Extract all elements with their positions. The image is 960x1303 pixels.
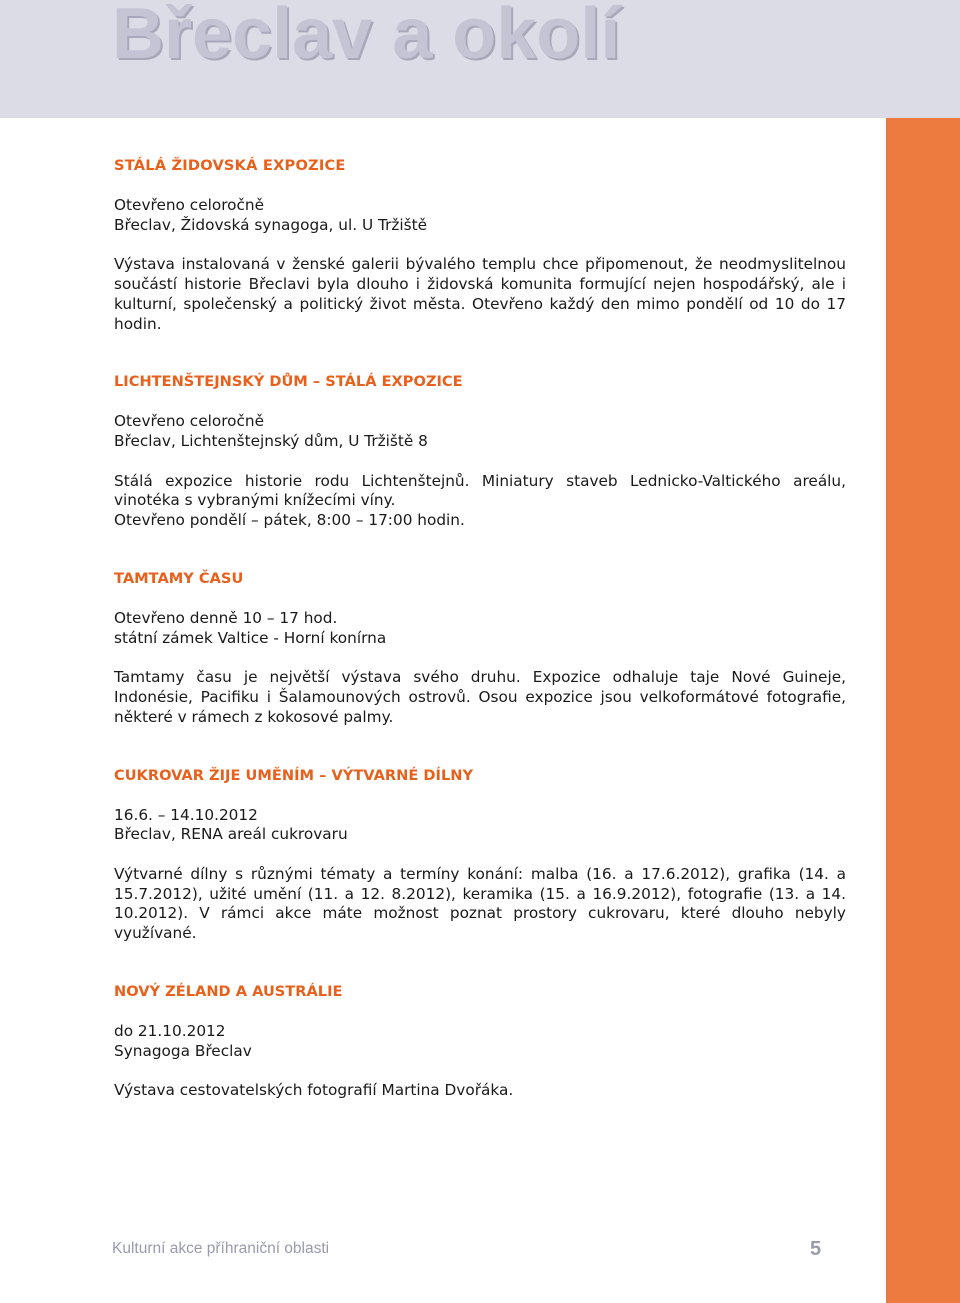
section-description: Výstava cestovatelských fotografií Martina Dvořáka. [114, 1081, 514, 1100]
page-title: Břeclav a okolí [112, 0, 621, 74]
section-info-line: Břeclav, Židovská synagoga, ul. U Tržiště [114, 215, 428, 234]
section-info-line: Synagoga Břeclav [114, 1041, 252, 1060]
section-jewish-exhibition [114, 156, 846, 334]
page-number: 5 [810, 1238, 822, 1260]
section-info-line: Břeclav, Lichtenštejnský dům, U Tržiště 8 [114, 432, 428, 451]
side-accent-bar [886, 118, 960, 1303]
section-info-line: Břeclav, RENA areál cukrovaru [114, 825, 348, 844]
section-description: Výtvarné dílny s různými tématy a termíny konání: malba (16. a 17.6.2012), grafika (14. a 15.7.2012), užité umění (11. a 12. 8.2012), keramika (15. a 16.9.2012), fotografie (13. a 14. 10.2012). V rámci akce máte možnost poznat prostory cukrovaru, které dlouho nebyly využívané. [114, 864, 846, 943]
section-info-line: Otevřeno denně 10 – 17 hod. [114, 608, 338, 627]
section-info-line: státní zámek Valtice - Horní konírna [114, 628, 387, 647]
section-title: NOVÝ ZÉLAND A AUSTRÁLIE [114, 982, 343, 1000]
section-title: LICHTENŠTEJNSKÝ DŮM – STÁLÁ EXPOZICE [114, 373, 463, 391]
section-tamtamy-casu [114, 569, 846, 728]
header-band [0, 0, 960, 118]
section-description: Tamtamy času je největší výstava svého druhu. Expozice odhaluje taje Nové Guineje, Indonésie, Pacifiku i Šalamounových ostrovů. Osou expozice jsou velkoformátové fotografie, některé v rámech z kokosové palmy. [114, 668, 846, 726]
section-description: Výstava instalovaná v ženské galerii bývalého templu chce připomenout, že neodmyslitelnou součástí historie Břeclavi byla dlouho i židovská komunita formující nejen hospodářský, ale i kulturní, společenský a politický život města. Otevřeno každý den mimo pondělí od 10 do 17 hodin. [114, 255, 846, 333]
section-info-line: 16.6. – 14.10.2012 [114, 805, 258, 824]
section-title: TAMTAMY ČASU [114, 569, 244, 587]
section-title: CUKROVAR ŽIJE UMĚNÍM – VÝTVARNÉ DÍLNY [114, 766, 474, 784]
section-info-line: do 21.10.2012 [114, 1021, 226, 1040]
section-extra-line: Otevřeno pondělí – pátek, 8:00 – 17:00 hodin. [114, 511, 465, 530]
content-area [114, 156, 846, 1101]
section-liechtenstein-house [114, 372, 846, 531]
section-info-line: Otevřeno celoročně [114, 196, 265, 214]
section-new-zealand-australia [114, 982, 846, 1101]
section-description: Stálá expozice historie rodu Lichtenštejnů. Miniatury staveb Lednicko-Valtického areálu, vinotéka s vybranými knížecími víny. [114, 471, 846, 510]
footer-text: Kulturní akce příhraniční oblasti [112, 1240, 330, 1257]
section-cukrovar [114, 766, 846, 944]
section-info-line: Otevřeno celoročně [114, 412, 265, 431]
section-title: STÁLÁ ŽIDOVSKÁ EXPOZICE [114, 157, 346, 174]
